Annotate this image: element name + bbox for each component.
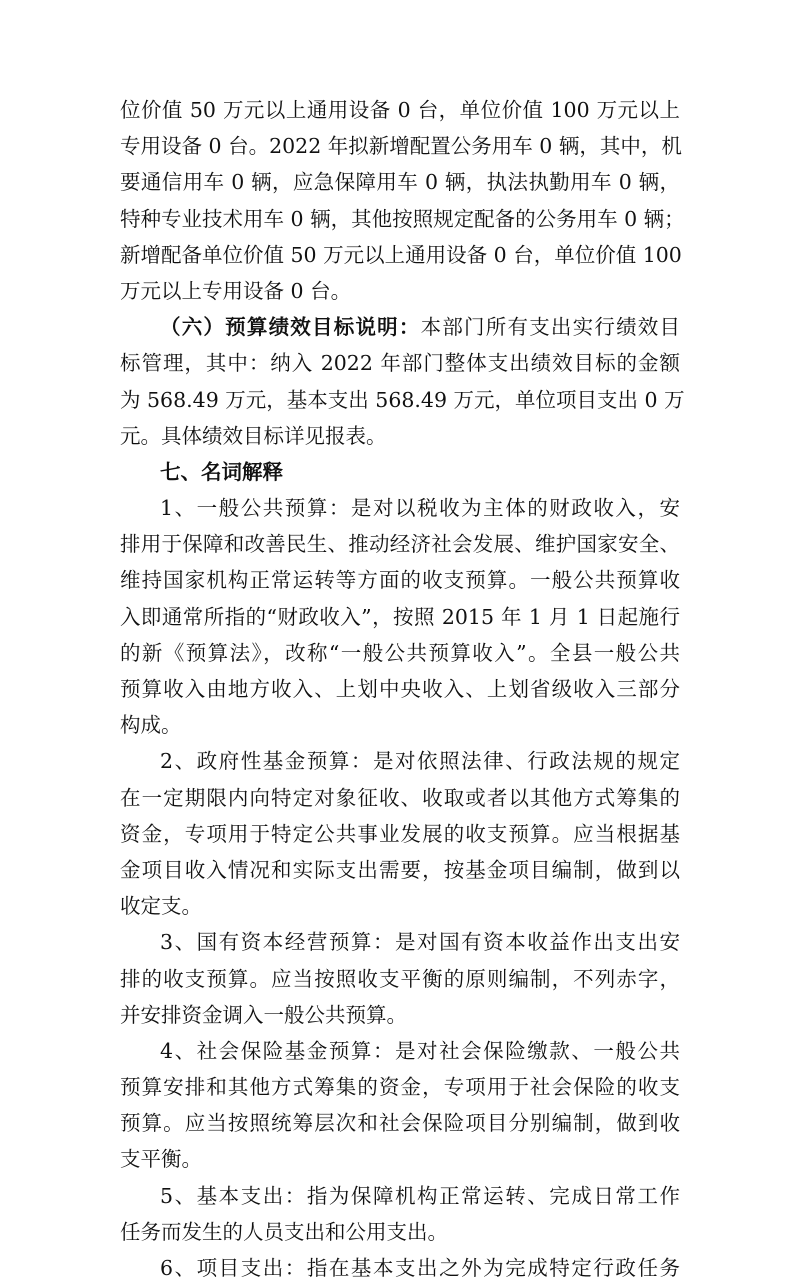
paragraph-line: 排的收支预算。应当按照收支平衡的原则编制，不列赤字， (120, 966, 680, 991)
subsection-heading: （六）预算绩效目标说明： (160, 315, 421, 340)
paragraph-line: 6、项目支出：指在基本支出之外为完成特定行政任务 (160, 1256, 680, 1280)
paragraph-text: 本部门所有支出实行绩效目 (420, 315, 681, 340)
paragraph-line: 5、基本支出：指为保障机构正常运转、完成日常工作 (160, 1183, 680, 1208)
section-heading: 七、名词解释 (160, 459, 283, 484)
paragraph-line: 位价值 50 万元以上通用设备 0 台，单位价值 100 万元以上 (120, 98, 680, 122)
document-page (120, 92, 685, 1286)
paragraph-line: 金项目收入情况和实际支出需要，按基金项目编制，做到以 (120, 857, 680, 882)
paragraph-line: 专用设备 0 台。2022 年拟新增配置公务用车 0 辆，其中，机 (120, 134, 682, 159)
paragraph-line: 在一定期限内向特定对象征收、收取或者以其他方式筹集的 (120, 785, 680, 810)
paragraph-line: 预算收入由地方收入、上划中央收入、上划省级收入三部分 (120, 677, 680, 701)
paragraph-line: 的新《预算法》，改称“一般公共预算收入”。全县一般公共 (120, 640, 680, 665)
paragraph-line: 2、政府性基金预算：是对依照法律、行政法规的规定 (160, 749, 680, 774)
paragraph-line: 1、一般公共预算：是对以税收为主体的财政收入，安 (160, 496, 680, 521)
paragraph-line: 万元以上专用设备 0 台。 (120, 278, 352, 303)
paragraph-line: 为 568.49 万元，基本支出 568.49 万元，单位项目支出 0 万 (120, 387, 685, 412)
paragraph-line: 预算安排和其他方式筹集的资金，专项用于社会保险的收支 (120, 1075, 680, 1100)
paragraph-line: 排用于保障和改善民生、推动经济社会发展、维护国家安全、 (120, 532, 680, 557)
paragraph-line: 4、社会保险基金预算：是对社会保险缴款、一般公共 (160, 1038, 680, 1063)
paragraph-line: 预算。应当按照统筹层次和社会保险项目分别编制，做到收 (120, 1111, 680, 1136)
paragraph-line: 要通信用车 0 辆，应急保障用车 0 辆，执法执勤用车 0 辆， (120, 170, 680, 195)
paragraph-line: 入即通常所指的“财政收入”，按照 2015 年 1 月 1 日起施行 (120, 604, 680, 629)
paragraph-line: 支平衡。 (120, 1147, 202, 1172)
paragraph-line: 任务而发生的人员支出和公用支出。 (120, 1219, 448, 1244)
paragraph-line: 特种专业技术用车 0 辆，其他按照规定配备的公务用车 0 辆； (120, 206, 685, 231)
paragraph-line: 收定支。 (120, 894, 202, 919)
paragraph-line: 构成。 (120, 713, 182, 738)
paragraph-line: 3、国有资本经营预算：是对国有资本收益作出支出安 (160, 930, 680, 955)
paragraph-line: 元。具体绩效目标详见报表。 (120, 423, 387, 448)
paragraph-line: 并安排资金调入一般公共预算。 (120, 1002, 407, 1027)
paragraph-line: 资金，专项用于特定公共事业发展的收支预算。应当根据基 (120, 821, 680, 846)
paragraph-line: 维持国家机构正常运转等方面的收支预算。一般公共预算收 (120, 568, 680, 593)
paragraph-line (120, 309, 680, 345)
paragraph-line: 标管理，其中：纳入 2022 年部门整体支出绩效目标的金额 (120, 351, 680, 376)
paragraph-line: 新增配备单位价值 50 万元以上通用设备 0 台，单位价值 100 (120, 242, 682, 267)
